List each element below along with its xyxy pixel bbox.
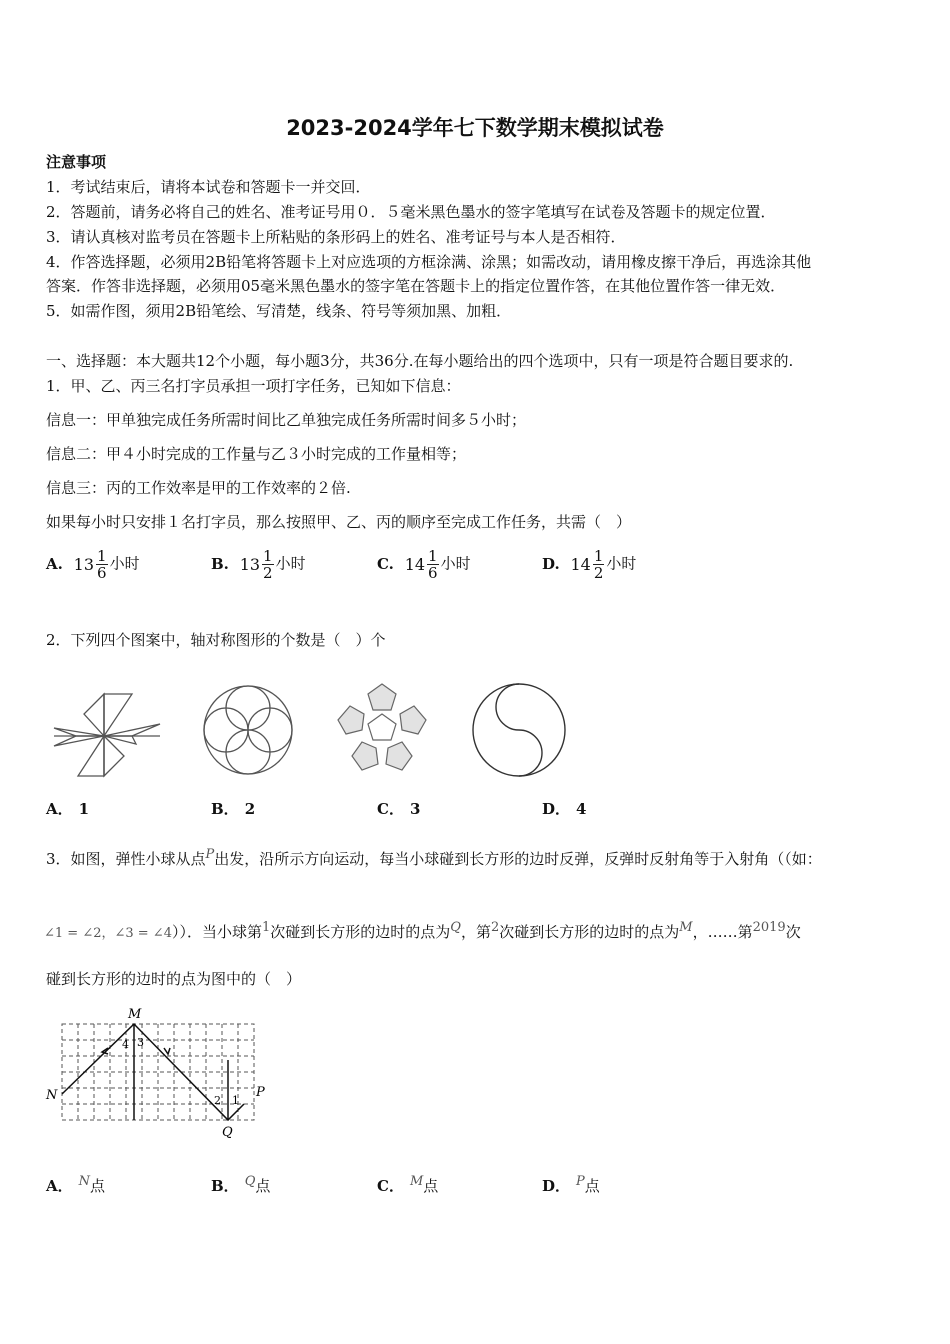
q2-option-b — [211, 798, 261, 819]
label-m: M — [128, 1007, 142, 1022]
q1-option-a — [46, 548, 140, 581]
option-whole: 13 — [73, 555, 95, 574]
q3-option-c — [377, 1174, 438, 1196]
option-label: B． — [211, 800, 239, 818]
option-unit: 小时 — [606, 554, 637, 573]
q3-option-a — [46, 1174, 105, 1196]
angle-equation: ∠1 = ∠2，∠3 = ∠4 — [44, 926, 172, 941]
q3-option-d — [542, 1174, 600, 1196]
q1-option-d — [542, 548, 636, 581]
option-label: C. — [377, 554, 394, 573]
text: 次 — [785, 923, 801, 941]
q1-info3: 信息三：丙的工作效率是甲的工作效率的２倍. — [46, 479, 351, 497]
pinwheel-figure — [52, 684, 162, 779]
option-label: A． — [46, 800, 73, 818]
option-unit: 小时 — [440, 554, 471, 573]
option-text: 点 — [90, 1177, 106, 1195]
option-label: C． — [377, 1177, 404, 1195]
billiard-grid-figure — [44, 1006, 274, 1142]
number: 1 — [262, 920, 271, 935]
angle-4-label: 4 — [122, 1038, 129, 1051]
notice-heading: 注意事项 — [46, 153, 107, 171]
var-m: M — [679, 920, 693, 935]
option-fraction — [593, 548, 605, 581]
option-whole: 13 — [239, 555, 261, 574]
angle-1-label: 1 — [232, 1094, 239, 1107]
text: ，第 — [460, 923, 491, 941]
q1-option-b — [211, 548, 306, 581]
var-q: Q — [450, 920, 461, 935]
option-fraction — [427, 548, 439, 581]
option-value: 2 — [244, 800, 256, 818]
pentagon-figure — [336, 682, 428, 772]
text: ））．当小球第 — [171, 923, 262, 941]
option-text: 点 — [584, 1177, 600, 1195]
option-text: 点 — [255, 1177, 271, 1195]
q3-line2 — [44, 918, 801, 944]
angle-2-label: 2 — [214, 1094, 221, 1107]
option-value: 3 — [409, 800, 421, 818]
q3-option-b — [211, 1174, 270, 1196]
option-label: D. — [542, 554, 560, 573]
section-heading: 一、选择题：本大题共12个小题，每小题3分，共36分.在每小题给出的四个选项中，只有一项是符合题目要求的. — [46, 352, 794, 370]
option-var: M — [409, 1174, 424, 1189]
q2-option-a — [46, 798, 95, 819]
q1-info2: 信息二：甲４小时完成的工作量与乙３小时完成的工作量相等； — [46, 445, 467, 463]
option-label: D． — [542, 800, 571, 818]
q3-line3: 碰到长方形的边时的点为图中的（ ） — [46, 970, 302, 988]
notice-item: 4．作答选择题，必须用2B铅笔将答题卡上对应选项的方框涂满、涂黑；如需改动，请用橡皮擦干净后，再选涂其他 — [46, 253, 812, 271]
number: 2 — [490, 920, 500, 935]
option-var: N — [78, 1174, 91, 1189]
fraction-den: 2 — [593, 564, 604, 582]
fraction-num: 1 — [428, 547, 438, 565]
option-unit: 小时 — [109, 554, 140, 573]
notice-item: 5．如需作图，须用2B铅笔绘、写清楚，线条、符号等须加黑、加粗． — [46, 302, 512, 320]
q2-option-d — [542, 798, 592, 819]
q2-stem: 2．下列四个图案中，轴对称图形的个数是（ ）个 — [46, 631, 386, 649]
fraction-num: 1 — [593, 547, 604, 565]
option-label: D． — [542, 1177, 571, 1195]
q1-question: 如果每小时只安排１名打字员，那么按照甲、乙、丙的顺序至完成工作任务，共需（ ） — [46, 513, 632, 531]
label-p: P — [256, 1085, 265, 1100]
q1-stem: 1．甲、乙、丙三名打字员承担一项打字任务，已知如下信息： — [46, 377, 461, 395]
label-n: N — [46, 1088, 58, 1103]
option-whole: 14 — [404, 555, 426, 574]
option-var: P — [576, 1174, 585, 1189]
q1-info1: 信息一：甲单独完成任务所需时间比乙单独完成任务所需时间多５小时； — [46, 411, 527, 429]
option-value: 1 — [78, 800, 90, 818]
option-fraction — [262, 548, 274, 581]
text: 出发，沿所示方向运动，每当小球碰到长方形的边时反弹，反弹时反射角等于入射角（（如： — [214, 850, 822, 868]
notice-item: 答案．作答非选择题，必须用05毫米黑色墨水的签字笔在答题卡上的指定位置作答，在其他位置作答一律无效． — [46, 277, 786, 295]
notice-item: 2．答题前，请务必将自己的姓名、准考证号用０．５毫米黑色墨水的签字笔填写在试卷及答题卡的规定位置． — [46, 203, 776, 221]
text: 次碰到长方形的边时的点为 — [499, 923, 680, 941]
fraction-den: 6 — [97, 564, 107, 582]
circle-petal-figure — [200, 684, 296, 776]
option-value: 4 — [576, 800, 587, 818]
var-p: P — [205, 847, 215, 862]
option-label: C． — [377, 800, 404, 818]
option-label: B. — [211, 554, 229, 573]
notice-item: 3．请认真核对监考员在答题卡上所粘贴的条形码上的姓名、准考证号与本人是否相符． — [46, 228, 626, 246]
fraction-num: 1 — [97, 547, 107, 565]
page-title: 2023-2024学年七下数学期末模拟试卷 — [286, 116, 664, 140]
option-unit: 小时 — [275, 554, 306, 573]
number: 2019 — [752, 920, 786, 935]
text: ，……第 — [692, 923, 753, 941]
taiji-figure — [470, 682, 568, 778]
text: 次碰到长方形的边时的点为 — [270, 923, 451, 941]
q1-option-c — [377, 548, 471, 581]
option-label: A. — [46, 554, 63, 573]
q3-line1 — [46, 845, 822, 869]
fraction-den: 2 — [263, 564, 273, 582]
fraction-den: 6 — [428, 564, 438, 582]
text: 3．如图，弹性小球从点 — [46, 850, 206, 868]
option-whole: 14 — [570, 555, 591, 574]
option-label: B． — [211, 1177, 239, 1195]
fraction-num: 1 — [263, 547, 273, 565]
label-q: Q — [222, 1125, 233, 1140]
option-var: Q — [244, 1174, 256, 1189]
option-text: 点 — [423, 1177, 439, 1195]
q2-option-c — [377, 798, 426, 819]
option-fraction — [96, 548, 108, 581]
option-label: A． — [46, 1177, 73, 1195]
angle-3-label: 3 — [137, 1036, 144, 1049]
notice-item: 1．考试结束后，请将本试卷和答题卡一并交回． — [46, 178, 371, 196]
